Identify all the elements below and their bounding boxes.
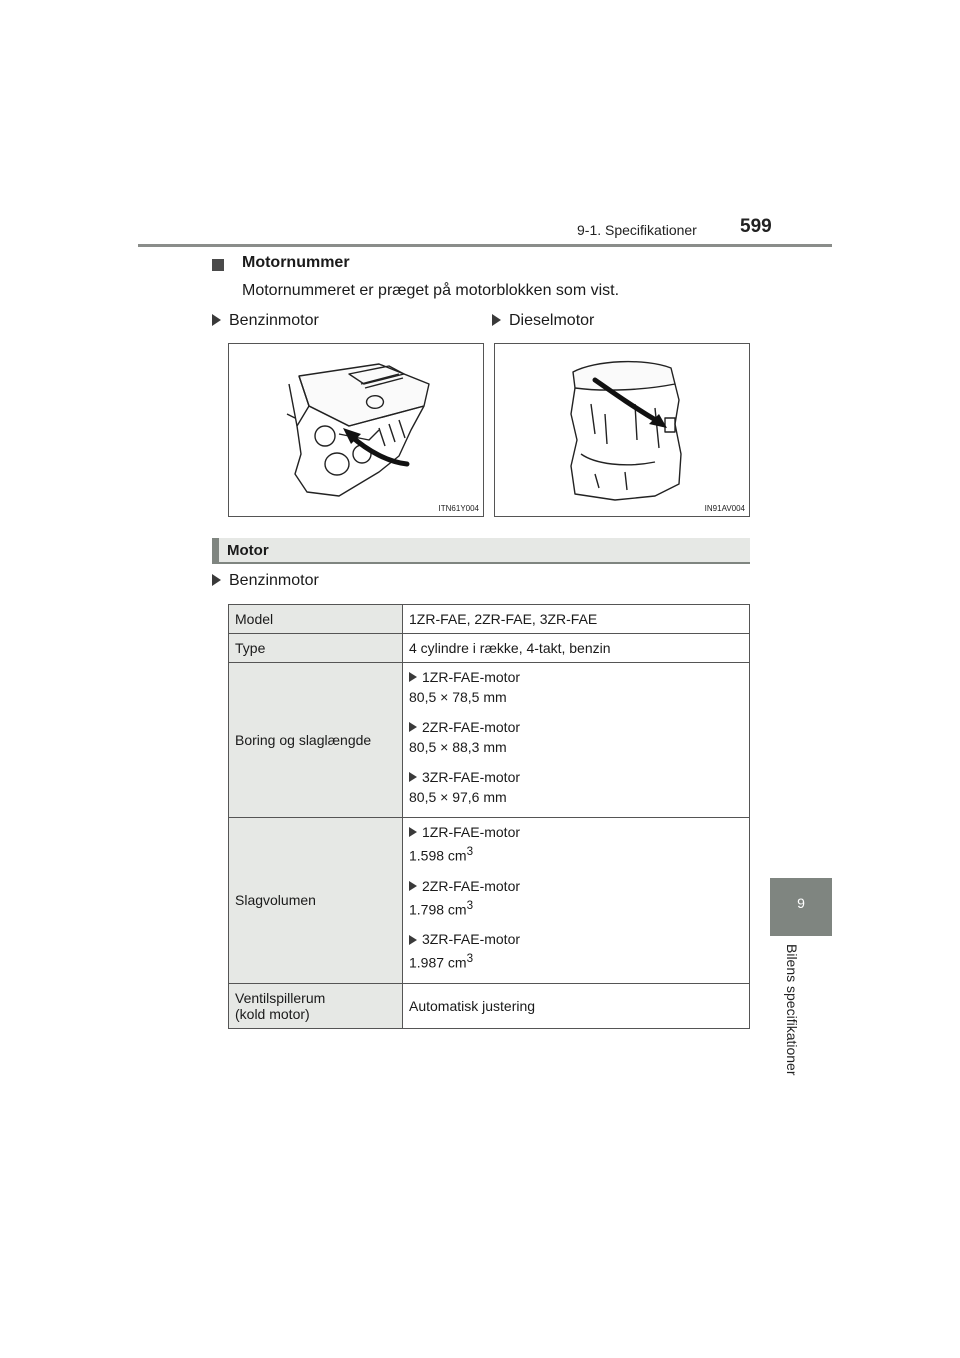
motor-spec-table [228,604,750,1029]
motor-subtitle-text: Benzinmotor [229,572,319,589]
variant-name-text: 2ZR-FAE-motor [422,719,521,735]
row-value: 4 cylindre i række, 4-takt, benzin [403,634,750,663]
unit-superscript: 3 [466,898,474,912]
diesel-figure-code: IN91AV004 [704,504,745,513]
table-row [229,634,750,663]
row-label: Slagvolumen [229,818,403,984]
triangle-bullet-icon [409,672,417,682]
variant-value [409,896,743,920]
motor-section-title: Motor [227,542,269,559]
motor-subtitle [212,572,319,590]
engine-number-heading: Motornummer [242,254,350,271]
triangle-bullet-icon [409,772,417,782]
diesel-engine-label-text: Dieselmotor [509,312,595,329]
header-section-title: 9-1. Specifikationer [577,222,697,238]
diesel-engine-illustration [495,344,749,516]
page-number: 599 [740,216,772,237]
triangle-bullet-icon [212,574,221,586]
triangle-bullet-icon [492,314,501,326]
row-value [403,663,750,818]
variant-name [409,822,743,842]
row-label-line: (kold motor) [235,1005,310,1022]
row-value: Automatisk justering [403,983,750,1028]
variant-value-text: 1.798 cm [409,901,467,918]
table-row [229,983,750,1028]
square-bullet-icon [212,259,224,271]
variant-name-text: 3ZR-FAE-motor [422,931,521,948]
row-label: Type [229,634,403,663]
row-label: Model [229,605,403,634]
motor-section-accent [212,538,219,564]
table-row [229,605,750,634]
variant-list [409,663,743,807]
petrol-engine-label [212,312,319,330]
triangle-bullet-icon [409,827,417,837]
petrol-engine-label-text: Benzinmotor [229,312,319,329]
variant-name-text: 1ZR-FAE-motor [422,824,521,840]
chapter-tab-number: 9 [797,895,805,911]
triangle-bullet-icon [409,722,417,732]
row-value: 1ZR-FAE, 2ZR-FAE, 3ZR-FAE [403,605,750,634]
chapter-tab [770,878,832,936]
petrol-engine-figure [228,343,484,517]
diesel-engine-label [492,312,594,330]
triangle-bullet-icon [212,314,221,326]
table-row [229,818,750,984]
row-value [403,818,750,984]
chapter-tab-label: Bilens specifikationer [784,944,800,1076]
petrol-engine-illustration [229,344,483,516]
variant-name-text: 1ZR-FAE-motor [422,669,521,685]
variant-value-text: 1.598 cm [409,847,467,864]
diesel-engine-figure [494,343,750,517]
variant-list [409,818,743,973]
petrol-figure-code: ITN61Y004 [438,504,479,513]
variant-value-text: 1.987 cm [409,954,467,971]
row-label: Boring og slaglængde [229,663,403,818]
variant-name [409,717,743,737]
variant-value [409,949,743,973]
variant-value: 80,5 × 88,3 mm [409,739,507,755]
variant-name [409,667,743,687]
header-divider [138,244,832,247]
variant-name-text: 2ZR-FAE-motor [422,877,521,894]
variant-value: 80,5 × 97,6 mm [409,789,507,805]
table-row [229,663,750,818]
row-label [229,983,403,1028]
variant-value [409,842,743,866]
engine-number-description: Motornummeret er præget på motorblokken som vist. [242,282,620,299]
variant-name [409,929,743,949]
variant-name-text: 3ZR-FAE-motor [422,769,521,785]
row-label-line: Ventilspillerum [235,989,326,1006]
unit-superscript: 3 [466,845,474,858]
variant-value: 80,5 × 78,5 mm [409,689,507,705]
variant-name [409,767,743,787]
variant-name [409,876,743,896]
motor-section-bar [212,538,750,564]
triangle-bullet-icon [409,935,417,945]
unit-superscript: 3 [466,952,474,966]
triangle-bullet-icon [409,881,417,891]
